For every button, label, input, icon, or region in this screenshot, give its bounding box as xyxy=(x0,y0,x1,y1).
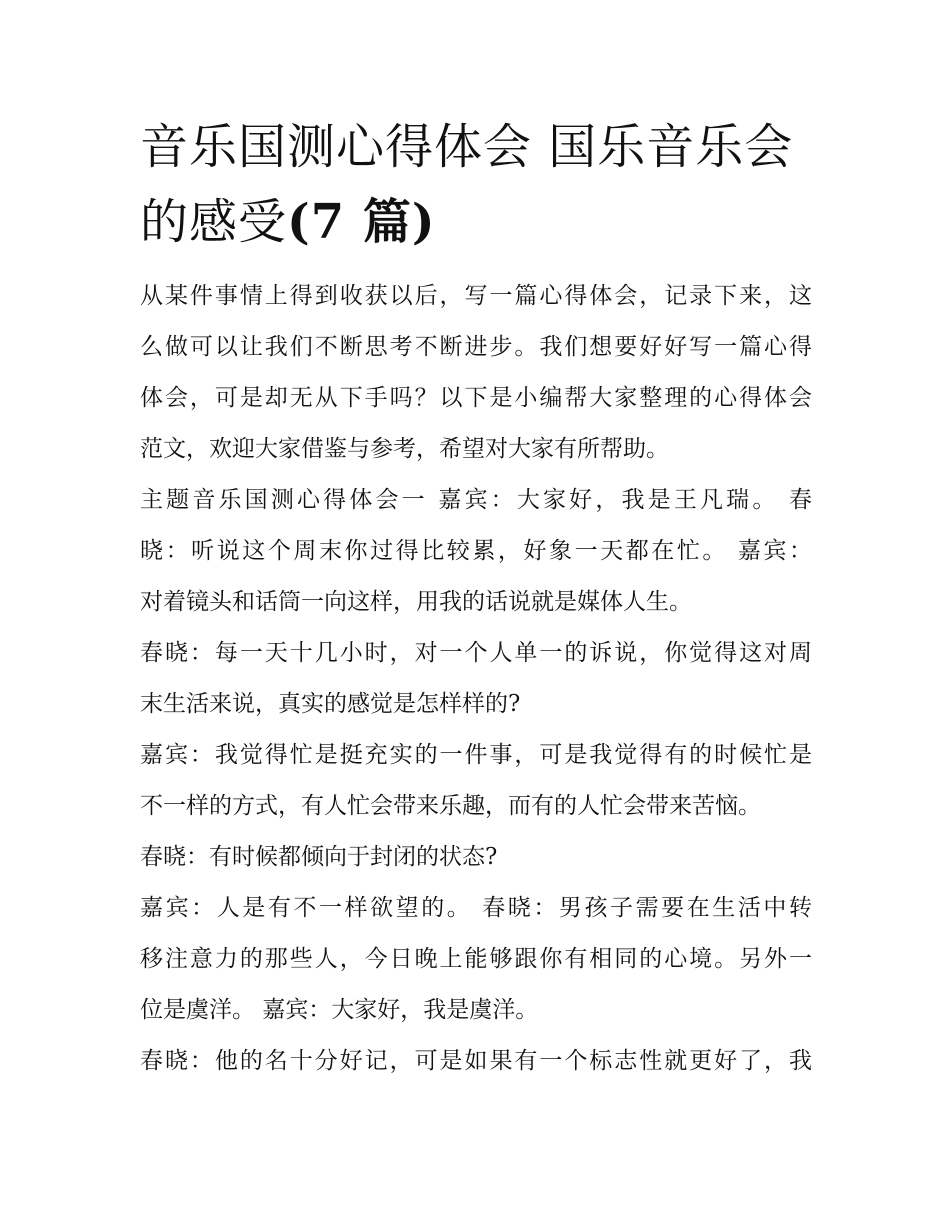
text-line: 范文，欢迎大家借鉴与参考，希望对大家有所帮助。 xyxy=(140,436,669,462)
text-line: 移注意力的那些人，今日晚上能够跟你有相同的心境。另外一 xyxy=(140,946,812,972)
text-line: 位是虞洋。 嘉宾：大家好，我是虞洋。 xyxy=(140,997,539,1023)
text-line: 从某件事情上得到收获以后，写一篇心得体会，记录下来，这 xyxy=(140,283,812,309)
text-line: 么做可以让我们不断思考不断进步。我们想要好好写一篇心得 xyxy=(140,334,812,360)
text-line: 春晓：他的名十分好记，可是如果有一个标志性就更好了，我 xyxy=(140,1048,812,1074)
paragraph-dialogue xyxy=(140,628,812,730)
text-line: 体会，可是却无从下手吗？以下是小编帮大家整理的心得体会 xyxy=(140,385,812,411)
document-body xyxy=(140,271,812,1087)
paragraph-intro xyxy=(140,271,812,475)
paragraph-dialogue xyxy=(140,1036,812,1087)
document-title xyxy=(140,110,812,260)
title-line-2-text: 的感受 xyxy=(140,194,288,250)
paragraph-dialogue xyxy=(140,475,812,628)
paragraph-dialogue xyxy=(140,730,812,832)
text-line: 对着镜头和话筒一向这样，用我的话说就是媒体人生。 xyxy=(140,589,692,615)
text-line: 嘉宾：人是有不一样欲望的。 春晓：男孩子需要在生活中转 xyxy=(140,895,812,921)
text-line: 晓：听说这个周末你过得比较累，好象一天都在忙。 嘉宾： xyxy=(140,538,812,564)
text-line: 末生活来说，真实的感觉是怎样样的? xyxy=(140,691,521,717)
paragraph-dialogue xyxy=(140,883,812,1036)
text-line: 嘉宾：我觉得忙是挺充实的一件事，可是我觉得有的时候忙是 xyxy=(140,742,812,768)
text-line: 主题音乐国测心得体会一 嘉宾：大家好，我是王凡瑞。 春 xyxy=(140,487,812,513)
title-line-2-count: (7 篇) xyxy=(287,194,436,250)
document-content xyxy=(140,110,812,1087)
text-line: 春晓：有时候都倾向于封闭的状态? xyxy=(140,844,498,870)
text-line: 不一样的方式，有人忙会带来乐趣，而有的人忙会带来苦恼。 xyxy=(140,793,761,819)
text-line: 春晓：每一天十几小时，对一个人单一的诉说，你觉得这对周 xyxy=(140,640,812,666)
title-line-2 xyxy=(140,194,436,250)
title-line-1: 音乐国测心得体会 国乐音乐会 xyxy=(140,119,794,175)
paragraph-dialogue xyxy=(140,832,812,883)
